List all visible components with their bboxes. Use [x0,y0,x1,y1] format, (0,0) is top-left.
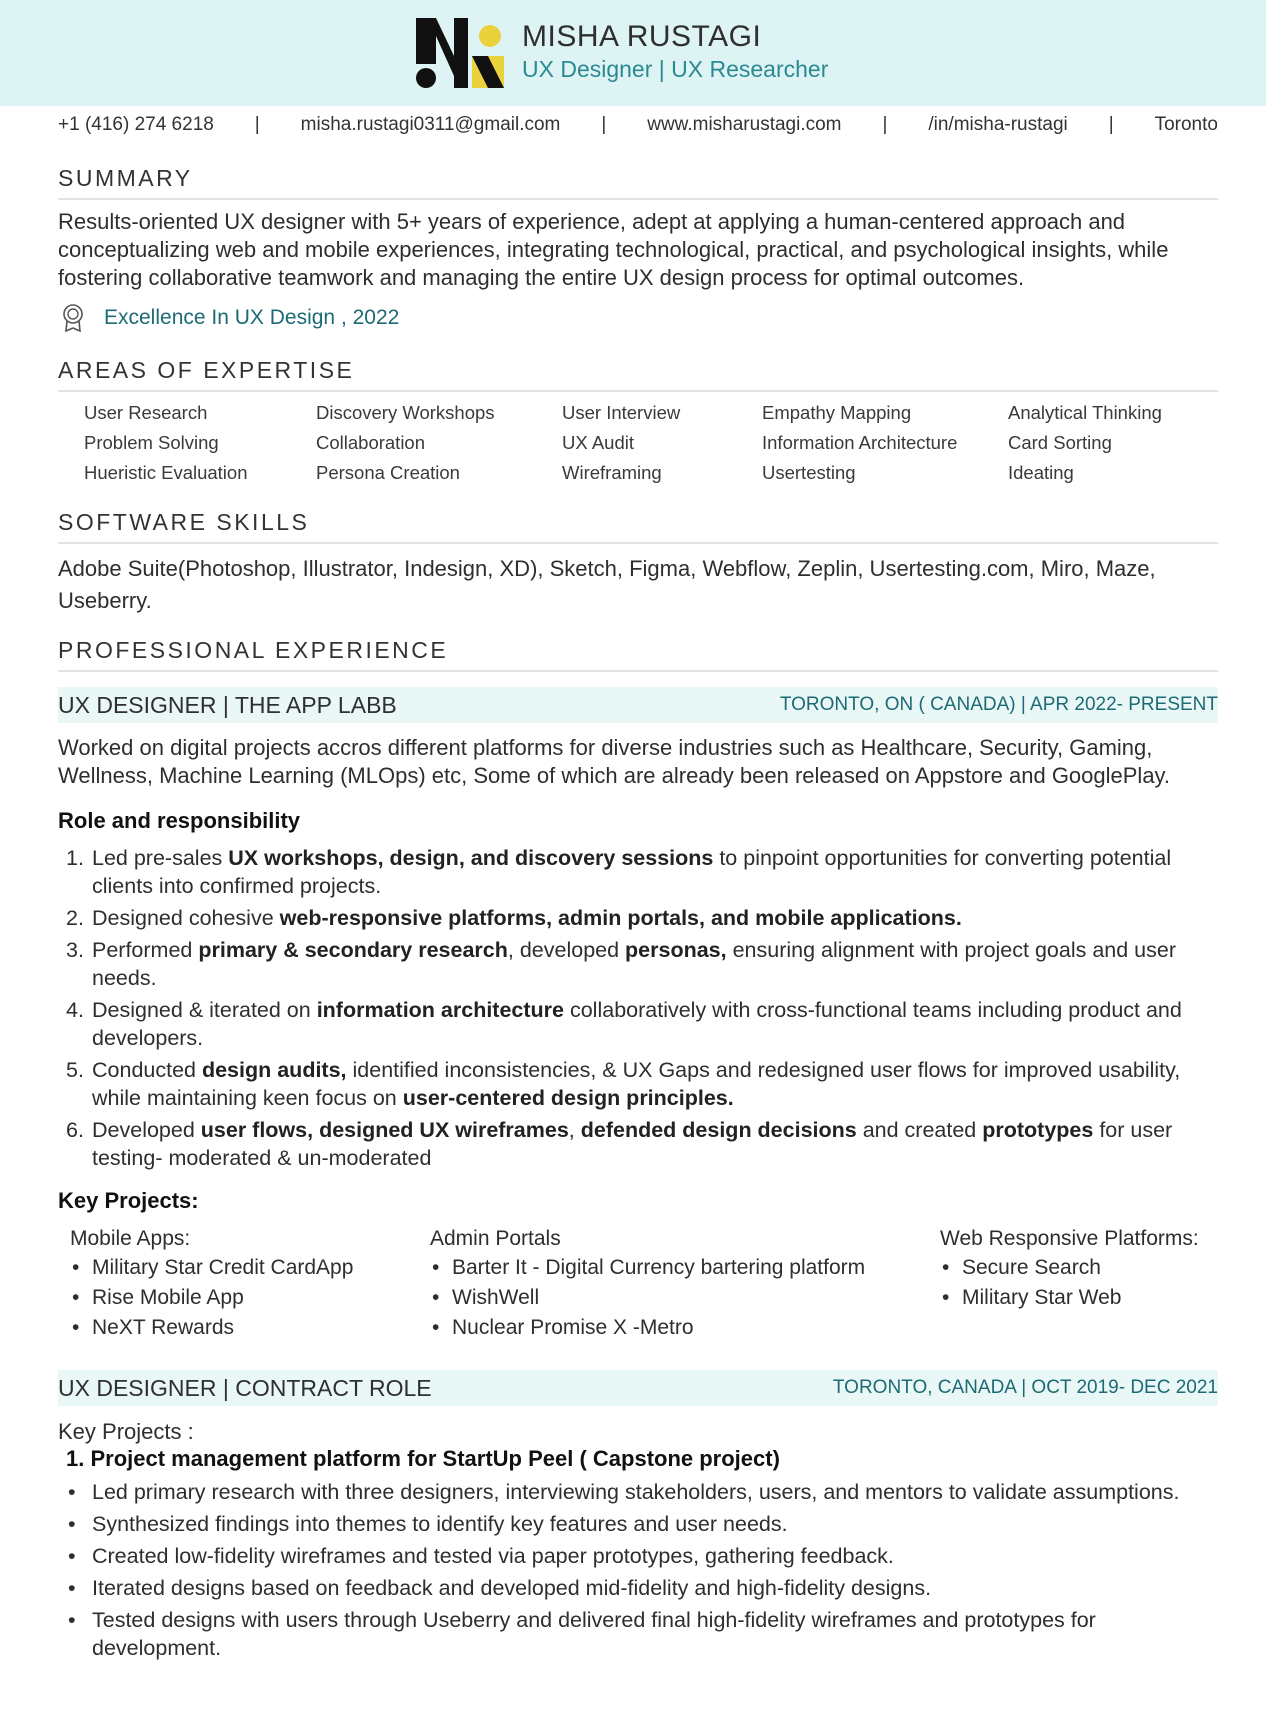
body-text: Designed cohesive [92,906,280,930]
job2-bullet-list [58,1478,1218,1666]
body-text: to pinpoint opportunities for converting potential clients into confirmed projects. [92,846,1172,898]
list-number: 5. [66,1058,84,1082]
expertise-column [762,398,957,488]
project-item: • Barter It - Digital Currency bartering platform [430,1253,865,1283]
contact-website[interactable]: www.misharustagi.com [647,114,842,135]
job-title: UX DESIGNER | CONTRACT ROLE [58,1374,432,1401]
summary-heading: SUMMARY [58,165,193,191]
job-description: Worked on digital projects accros different platforms for diverse industries such as Healthcare, Security, Gaming, Wellness, Machine Learning (MLOps) etc, Some of which are already been released on Appstore and GooglePlay. [58,735,1171,788]
key-projects-heading: Key Projects: [58,1188,199,1213]
body-text: Performed [92,938,199,962]
job-title: UX DESIGNER | THE APP LABB [58,691,397,718]
responsibility-item [58,1056,1218,1112]
responsibility-item [58,996,1218,1052]
emphasis-text: design audits, [201,1058,347,1082]
divider [58,542,1218,544]
project-item: • NeXT Rewards [70,1313,353,1343]
skill-item: Persona Creation [316,462,460,483]
responsibility-item [58,844,1218,900]
emphasis-text: web-responsive platforms, admin portals, and mobile applications. [279,906,962,930]
bullet-item: • Tested designs with users through Useberry and delivered final high-fidelity wireframes and prototypes for development. [58,1606,1218,1662]
body-text: identified inconsistencies, & UX Gaps and redesigned user flows for improved usability, while maintaining keen focus on [92,1058,1181,1110]
emphasis-text: primary & secondary research [198,938,508,962]
candidate-titles: UX Designer | UX Researcher [522,56,829,82]
emphasis-text: user flows, designed UX wireframes [200,1118,569,1142]
body-text: and created [856,1118,983,1142]
job-meta: TORONTO, CANADA | OCT 2019- DEC 2021 [832,1377,1218,1398]
project-item: • Rise Mobile App [70,1283,353,1313]
responsibility-item [58,936,1218,992]
body-text: Conducted [92,1058,202,1082]
project-group-heading: Web Responsive Platforms: [940,1227,1199,1250]
divider [58,670,1218,672]
logo-icon [414,16,506,90]
project-group-heading: Admin Portals [430,1227,561,1250]
bullet-item: • Synthesized findings into themes to identify key features and user needs. [58,1510,1218,1538]
skill-item: User Interview [562,402,681,423]
emphasis-text: prototypes [982,1118,1094,1142]
award [58,303,399,333]
skill-item: Wireframing [562,462,662,483]
expertise-column [1008,398,1162,488]
body-text: , [568,1118,581,1142]
skill-item: Information Architecture [762,432,958,453]
skill-item: Ideating [1008,462,1074,483]
project-group-web [940,1225,1199,1313]
project-item: • Military Star Web [940,1283,1199,1313]
award-text: Excellence In UX Design , 2022 [104,306,400,329]
project-item: • Nuclear Promise X -Metro [430,1313,865,1343]
body-text: , developed [507,938,626,962]
skill-item: Problem Solving [84,432,219,453]
body-text: for user testing- moderated & un-moderated [92,1118,1173,1170]
bullet-item: • Iterated designs based on feedback and developed mid-fidelity and high-fidelity designs. [58,1574,1218,1602]
project-item: • Military Star Credit CardApp [70,1253,353,1283]
skill-item: Card Sorting [1008,432,1112,453]
skill-item: Analytical Thinking [1008,402,1162,423]
skill-item: Hueristic Evaluation [84,462,248,483]
emphasis-text: UX workshops, design, and discovery sessions [228,846,714,870]
divider [58,198,1218,200]
expertise-heading: AREAS OF EXPERTISE [58,357,355,383]
job2-project-title: 1. Project management platform for StartUp Peel ( Capstone project) [66,1446,780,1471]
candidate-name: MISHA RUSTAGI [522,20,762,53]
expertise-column [84,398,248,488]
responsibility-list [58,844,1218,1176]
skill-item: User Research [84,402,208,423]
job-header [58,1370,1218,1406]
contact-separator: | [1108,114,1114,135]
contact-separator: | [882,114,888,135]
contact-location: Toronto [1154,114,1218,135]
responsibility-item [58,904,1218,932]
project-item: • Secure Search [940,1253,1199,1283]
job2-projects-label: Key Projects : [58,1419,194,1444]
contact-phone[interactable]: +1 (416) 274 6218 [58,114,214,135]
body-text: Designed & iterated on [92,998,317,1022]
contact-separator: | [601,114,607,135]
bullet-item: • Created low-fidelity wireframes and tested via paper prototypes, gathering feedback. [58,1542,1218,1570]
software-text: Adobe Suite(Photoshop, Illustrator, Indesign, XD), Sketch, Figma, Webflow, Zeplin, Usertesting.com, Miro, Maze, Useberry. [58,556,1156,613]
responsibility-item [58,1116,1218,1172]
emphasis-text: defended design decisions [580,1118,857,1142]
software-heading: SOFTWARE SKILLS [58,509,310,535]
award-ribbon-icon [58,303,88,333]
body-text: Developed [92,1118,201,1142]
contact-separator: | [254,114,260,135]
skill-item: Collaboration [316,432,426,453]
project-group-admin [430,1225,865,1343]
list-number: 1. [66,846,84,870]
list-number: 2. [66,906,84,930]
expertise-column [562,398,680,488]
divider [58,390,1218,392]
expertise-column [316,398,495,488]
list-number: 4. [66,998,84,1022]
contact-linkedin[interactable]: /in/misha-rustagi [928,114,1068,135]
list-number: 3. [66,938,84,962]
skill-item: Usertesting [762,462,856,483]
skill-item: Discovery Workshops [316,402,495,423]
job-header [58,687,1218,723]
contact-bar [58,110,1218,140]
body-text: Led pre-sales [92,846,229,870]
role-heading: Role and responsibility [58,808,301,833]
emphasis-text: personas, [625,938,727,962]
job-meta: TORONTO, ON ( CANADA) | APR 2022- PRESENT [779,694,1218,715]
body-text: ensuring alignment with project goals and user needs. [92,938,1176,990]
emphasis-text: user-centered design principles. [402,1086,734,1110]
contact-email[interactable]: misha.rustagi0311@gmail.com [300,114,561,135]
project-group-heading: Mobile Apps: [70,1227,191,1250]
project-item: • WishWell [430,1283,865,1313]
skill-item: UX Audit [562,432,634,453]
list-number: 6. [66,1118,84,1142]
emphasis-text: information architecture [316,998,564,1022]
bullet-item: • Led primary research with three designers, interviewing stakeholders, users, and mentors to validate assumptions. [58,1478,1218,1506]
skill-item: Empathy Mapping [762,402,912,423]
body-text: collaboratively with cross-functional teams including product and developers. [92,998,1182,1050]
experience-heading: PROFESSIONAL EXPERIENCE [58,637,449,663]
project-group-mobile [70,1225,353,1343]
summary-text: Results-oriented UX designer with 5+ years of experience, adept at applying a human-centered approach and conceptualizing web and mobile experiences, integrating technological, practical, and psychological insights, while fostering collaborative teamwork and managing the entire UX design process for optimal outcomes. [58,209,1169,290]
